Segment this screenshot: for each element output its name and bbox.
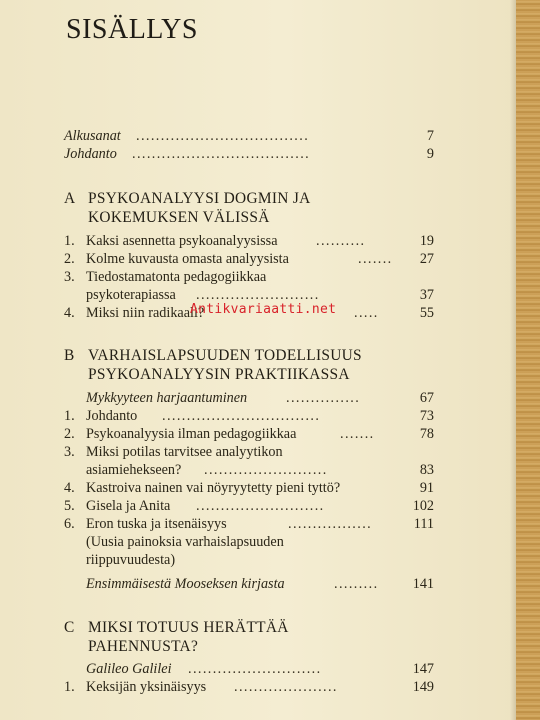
toc-entry-text: asiamiehekseen? [86, 462, 182, 478]
leader-dots: ....... [340, 426, 375, 442]
section-letter: B [64, 347, 75, 364]
leader-dots: ................. [288, 516, 373, 532]
leader-dots: ........................... [188, 661, 322, 677]
leader-dots: .................................... [132, 146, 311, 162]
toc-entry-text: Alkusanat [64, 128, 121, 144]
leader-dots: ....... [358, 251, 393, 267]
toc-page-number: 149 [412, 679, 434, 695]
toc-entry-number: 4. [64, 305, 75, 321]
toc-page-number: 9 [426, 146, 434, 162]
toc-entry-text: Kolme kuvausta omasta analyysista [86, 251, 289, 267]
toc-entry-text: Johdanto [64, 146, 117, 162]
toc-entry-text: Kastroiva nainen vai nöyryytetty pieni tyttö? [86, 480, 341, 496]
toc-page-number: 19 [419, 233, 434, 249]
toc-page-number: 67 [419, 390, 434, 406]
toc-entry-text: psykoterapiassa [86, 287, 176, 303]
page-title: SISÄLLYS [66, 14, 198, 45]
toc-entry-number: 3. [64, 269, 75, 285]
toc-entry-number: 1. [64, 679, 75, 695]
toc-entry-text: Psykoanalyysia ilman pedagogiikkaa [86, 426, 297, 442]
toc-page-number: 102 [412, 498, 434, 514]
toc-page-number: 78 [419, 426, 434, 442]
leader-dots: ......................... [196, 287, 320, 303]
section-title-line: PAHENNUSTA? [88, 638, 199, 655]
toc-entry-number: 2. [64, 251, 75, 267]
toc-entry-continuation: (Uusia painoksia varhaislapsuuden [86, 534, 284, 550]
toc-entry-text: Eron tuska ja itsenäisyys [86, 516, 227, 532]
toc-page-number: 7 [426, 128, 434, 144]
toc-entry-continuation: riippuvuudesta) [86, 552, 176, 568]
leader-dots: ................................... [136, 128, 310, 144]
leader-dots: ..... [354, 305, 379, 321]
toc-entry-text: Tiedostamatonta pedagogiikkaa [86, 269, 267, 285]
toc-entry-text: Keksijän yksinäisyys [86, 679, 207, 695]
toc-page-number: 91 [419, 480, 434, 496]
section-title-line: PSYKOANALYYSIN PRAKTIIKASSA [88, 366, 350, 383]
toc-page-number: 111 [413, 516, 434, 532]
toc-entry-text: Miksi potilas tarvitsee analyytikon [86, 444, 283, 460]
page-edge [516, 0, 540, 720]
toc-page-number: 27 [419, 251, 434, 267]
section-letter: C [64, 619, 75, 636]
section-title-line: KOKEMUKSEN VÄLISSÄ [88, 209, 270, 226]
toc-entry-text: Galileo Galilei [86, 661, 172, 677]
toc-entry-number: 5. [64, 498, 75, 514]
section-title-line: MIKSI TOTUUS HERÄTTÄÄ [88, 619, 289, 636]
toc-entry-text: Miksi niin radikaali? [86, 305, 205, 321]
leader-dots: ............... [286, 390, 361, 406]
toc-page-number: 55 [419, 305, 434, 321]
toc-entry-number: 4. [64, 480, 75, 496]
section-title-line: VARHAISLAPSUUDEN TODELLISUUS [88, 347, 362, 364]
toc-page-number: 73 [419, 408, 434, 424]
toc-page-number: 83 [419, 462, 434, 478]
toc-entry-text: Ensimmäisestä Mooseksen kirjasta [86, 576, 285, 592]
section-letter: A [64, 190, 76, 207]
leader-dots: ......................... [204, 462, 328, 478]
toc-entry-number: 2. [64, 426, 75, 442]
leader-dots: ..................... [234, 679, 338, 695]
toc-page-number: 37 [419, 287, 434, 303]
toc-entry-number: 3. [64, 444, 75, 460]
toc-entry-number: 1. [64, 233, 75, 249]
toc-page-number: 141 [412, 576, 434, 592]
toc-entry-text: Gisela ja Anita [86, 498, 171, 514]
toc-entry-number: 1. [64, 408, 75, 424]
leader-dots: .......... [316, 233, 366, 249]
toc-entry-text: Mykkyyteen harjaantuminen [86, 390, 248, 406]
leader-dots: ................................ [162, 408, 321, 424]
leader-dots: .......................... [196, 498, 325, 514]
section-title-line: PSYKOANALYYSI DOGMIN JA [88, 190, 311, 207]
toc-entry-text: Johdanto [86, 408, 138, 424]
watermark: Antikvariaatti.net [190, 302, 337, 317]
toc-entry-number: 6. [64, 516, 75, 532]
toc-page-number: 147 [412, 661, 434, 677]
toc-entry-text: Kaksi asennetta psykoanalyysissa [86, 233, 278, 249]
leader-dots: ......... [334, 576, 379, 592]
